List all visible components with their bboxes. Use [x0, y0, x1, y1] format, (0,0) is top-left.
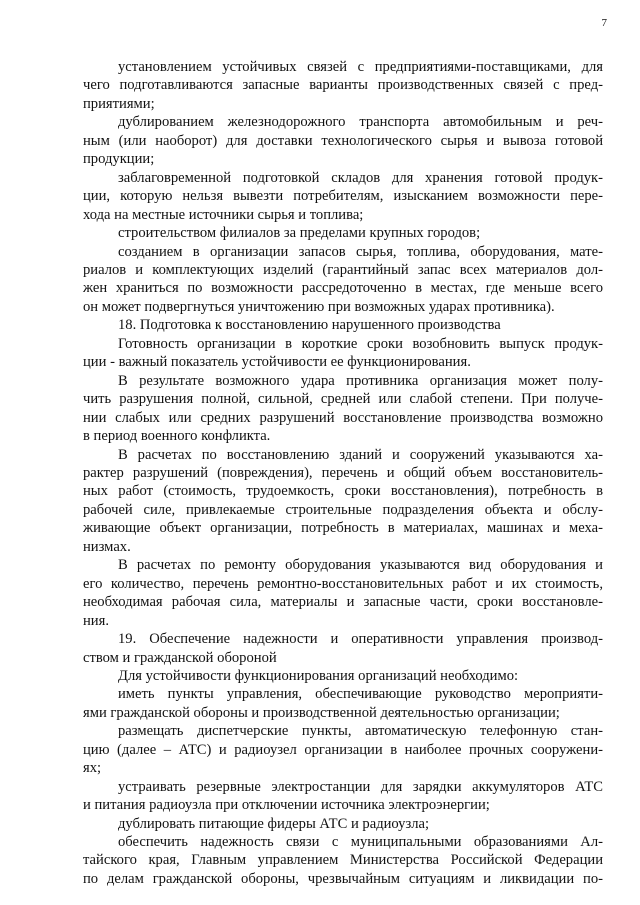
text-line: ции - важный показатель устойчивости ее функционирования. — [83, 354, 471, 371]
paragraph — [83, 169, 603, 224]
paragraph — [83, 243, 603, 317]
text-line: Для устойчивости функционирования организаций необходимо: — [118, 667, 519, 684]
text-line: ями гражданской обороны и производственной деятельностью организации; — [83, 704, 560, 721]
text-line: по делам гражданской обороны, чрезвычайным ситуациям и ликвидации по- — [83, 870, 603, 887]
text-line: продукции; — [83, 151, 155, 168]
text-line: 18. Подготовка к восстановлению нарушенного производства — [118, 317, 501, 334]
paragraph — [83, 778, 603, 815]
text-line: В расчетах по ремонту оборудования указываются вид оборудования и — [118, 557, 603, 574]
text-line: ях; — [83, 760, 102, 777]
paragraph — [83, 372, 603, 446]
text-line: дублированием железнодорожного транспорта автомобильным и реч- — [118, 114, 603, 131]
paragraph — [83, 58, 603, 113]
text-line: ством и гражданской обороной — [83, 649, 277, 666]
text-line: иметь пункты управления, обеспечивающие руководство мероприяти- — [118, 686, 603, 703]
text-line: Готовность организации в короткие сроки возобновить выпуск продук- — [118, 335, 603, 352]
text-line: его количество, перечень ремонтно-восстановительных работ и их стоимость, — [83, 575, 603, 592]
text-line: в период военного конфликта. — [83, 428, 271, 445]
text-line: ния. — [83, 612, 109, 629]
paragraph — [83, 224, 603, 242]
text-line: размещать диспетчерские пункты, автоматическую телефонную стан- — [118, 723, 603, 740]
text-line: созданием в организации запасов сырья, топлива, оборудования, мате- — [118, 243, 603, 260]
page-number: 7 — [601, 17, 607, 29]
text-line: В результате возможного удара противника организация может полу- — [118, 372, 603, 389]
text-line: обеспечить надежность связи с муниципальными образованиями Ал- — [118, 834, 603, 851]
text-line: низмах. — [83, 538, 131, 555]
text-line: рактер разрушений (повреждения), перечень и общий объем восстановитель- — [83, 464, 603, 481]
text-line: дублировать питающие фидеры АТС и радиоузла; — [118, 815, 430, 832]
text-line: и питания радиоузла при отключении источника электроэнергии; — [83, 797, 490, 814]
text-line: нии слабых или средних разрушений восстановление производства возможно — [83, 409, 603, 426]
paragraph — [83, 630, 603, 667]
text-line: ции, которую нельзя вывезти потребителям, изысканием возможности пере- — [83, 188, 603, 205]
text-line: ных работ (стоимость, трудоемкость, сроки восстановления), потребность в — [83, 483, 603, 500]
text-line: чего подготавливаются запасные варианты производственных связей с пред- — [83, 77, 603, 94]
text-line: риалов и комплектующих изделий (гарантийный запас всех материалов дол- — [83, 261, 603, 278]
text-line: чить разрушения полной, сильной, средней или слабой степени. При получе- — [83, 391, 603, 408]
text-line: установлением устойчивых связей с предприятиями-поставщиками, для — [118, 59, 603, 75]
text-line: приятиями; — [83, 95, 155, 112]
paragraph — [83, 833, 603, 888]
paragraph — [83, 316, 603, 334]
text-line: В расчетах по восстановлению зданий и сооружений указываются ха- — [118, 446, 603, 463]
text-line: живающие объект организации, потребность в материалах, машинах и меха- — [83, 520, 603, 537]
text-line: рабочей силе, привлекаемые строительные подразделения объекта и обслу- — [83, 501, 603, 518]
paragraph — [83, 667, 603, 685]
text-line: тайского края, Главным управлением Министерства Российской Федерации — [83, 852, 603, 869]
paragraph — [83, 446, 603, 557]
text-line: ным (или наоборот) для доставки технологического сырья и вывоза готовой — [83, 132, 603, 149]
text-line: 19. Обеспечение надежности и оперативности управления производ- — [118, 631, 603, 648]
text-line: он может подвергнуться уничтожению при возможных ударах противника). — [83, 298, 555, 315]
paragraph — [83, 722, 603, 777]
paragraph — [83, 556, 603, 630]
document-body — [83, 58, 603, 888]
paragraph — [83, 335, 603, 372]
paragraph — [83, 685, 603, 722]
paragraph — [83, 113, 603, 168]
text-line: устраивать резервные электростанции для зарядки аккумуляторов АТС — [118, 778, 603, 795]
text-line: заблаговременной подготовкой складов для хранения готовой продук- — [118, 169, 603, 186]
text-line: жен храниться по возможности рассредоточенно в местах, где меньше всего — [83, 280, 603, 297]
text-line: хода на местные источники сырья и топлива; — [83, 206, 364, 223]
paragraph — [83, 815, 603, 833]
text-line: строительством филиалов за пределами крупных городов; — [118, 225, 481, 242]
text-line: необходимая рабочая сила, материалы и запасные части, сроки восстановле- — [83, 594, 603, 611]
text-line: цию (далее – АТС) и радиоузел организации в наиболее прочных сооружени- — [83, 741, 603, 758]
